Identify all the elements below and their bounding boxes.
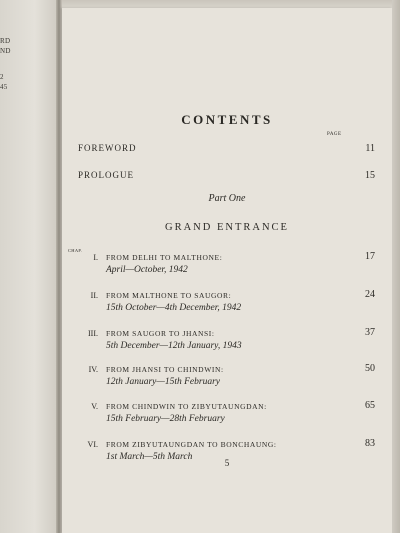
facing-page-fragment: 45 — [0, 83, 8, 91]
entry-title: FOREWORD — [78, 143, 137, 153]
contents-page — [62, 8, 392, 533]
chapter-title: FROM ZIBYUTAUNGDAN TO BONCHAUNG: — [106, 440, 277, 449]
front-matter-entry — [78, 143, 375, 153]
chapter-title: FROM CHINDWIN TO ZIBYUTAUNGDAN: — [106, 402, 267, 411]
chapter-number: II. — [90, 291, 98, 300]
chapter-dates: 1st March—5th March — [106, 452, 193, 462]
chapter-page-number: 24 — [365, 289, 375, 300]
entry-title: PROLOGUE — [78, 170, 135, 180]
facing-page-fragment: 2 — [0, 73, 4, 81]
chapter-title: FROM JHANSI TO CHINDWIN: — [106, 365, 224, 374]
entry-page-number: 11 — [365, 143, 375, 154]
page-title: CONTENTS — [181, 112, 273, 127]
chapter-number: VI. — [87, 440, 98, 449]
chapter-column-header: CHAP. — [68, 248, 83, 253]
entry-page-number: 15 — [365, 170, 375, 181]
chapter-dates: 12th January—15th February — [106, 377, 220, 387]
chapter-number: I. — [93, 253, 98, 262]
chapter-dates: 5th December—12th January, 1943 — [106, 341, 242, 351]
chapter-number: IV. — [88, 365, 98, 374]
chapter-dates: April—October, 1942 — [106, 265, 188, 275]
chapter-dates: 15th February—28th February — [106, 414, 225, 424]
chapter-page-number: 17 — [365, 251, 375, 262]
chapter-page-number: 50 — [365, 363, 375, 374]
chapter-dates: 15th October—4th December, 1942 — [106, 303, 242, 313]
chapter-page-number: 83 — [365, 438, 375, 449]
page-column-header: PAGE — [327, 132, 342, 137]
section-heading: GRAND ENTRANCE — [165, 222, 289, 233]
part-heading: Part One — [208, 193, 246, 204]
facing-page-fragment: RD — [0, 37, 11, 45]
facing-page — [0, 0, 58, 533]
chapter-page-number: 37 — [365, 327, 375, 338]
folio: 5 — [224, 458, 230, 468]
front-matter-entry — [78, 170, 375, 180]
chapter-number: V. — [91, 402, 98, 411]
chapter-page-number: 65 — [365, 400, 375, 411]
facing-page-fragment: ND — [0, 47, 11, 55]
chapter-number: III. — [88, 329, 98, 338]
page-edge — [392, 0, 400, 533]
chapter-title: FROM MALTHONE TO SAUGOR: — [106, 291, 232, 300]
chapter-title: FROM DELHI TO MALTHONE: — [106, 253, 223, 262]
chapter-title: FROM SAUGOR TO JHANSI: — [106, 329, 215, 338]
